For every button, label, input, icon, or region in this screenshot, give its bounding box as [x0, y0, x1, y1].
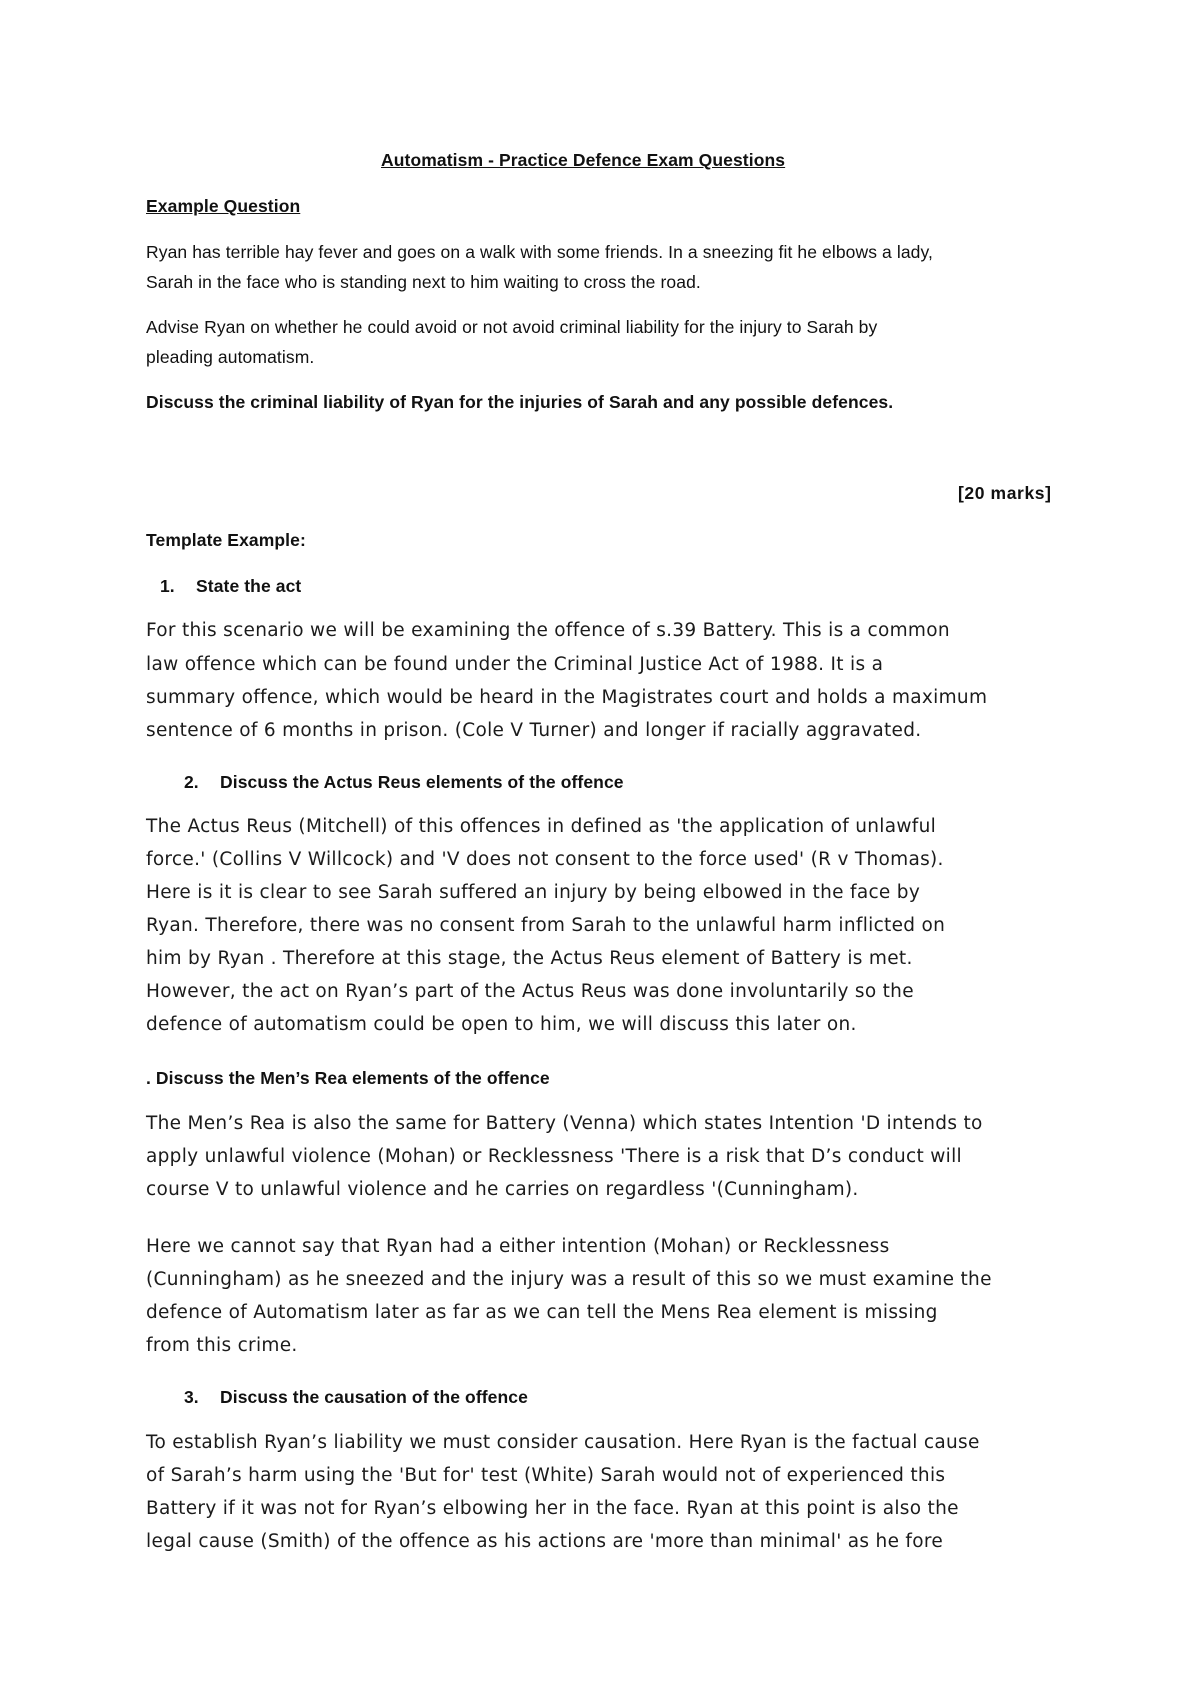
answer-line: For this scenario we will be examining the offence of s.39 Battery. This is a common: [146, 620, 950, 641]
answer-line: course V to unlawful violence and he carries on regardless '(Cunningham).: [146, 1179, 859, 1200]
answer-line: Ryan. Therefore, there was no consent from Sarah to the unlawful harm inflicted on: [146, 915, 946, 936]
answer-line: The Actus Reus (Mitchell) of this offences in defined as 'the application of unlawful: [146, 816, 937, 837]
section-number: 1.: [160, 576, 175, 596]
answer-line: Here we cannot say that Ryan had a either intention (Mohan) or Recklessness: [146, 1236, 890, 1257]
section-heading: . Discuss the Men’s Rea elements of the offence: [146, 1068, 550, 1088]
section-heading: State the act: [196, 576, 302, 596]
answer-line: of Sarah’s harm using the 'But for' test (White) Sarah would not of experienced this: [146, 1465, 946, 1486]
section-number: 2.: [184, 772, 199, 792]
discuss-instruction: Discuss the criminal liability of Ryan for the injuries of Sarah and any possible defences.: [146, 392, 894, 412]
document-title: Automatism - Practice Defence Exam Questions: [381, 150, 786, 170]
section-heading: Discuss the causation of the offence: [220, 1387, 528, 1407]
answer-line: The Men’s Rea is also the same for Battery (Venna) which states Intention 'D intends to: [146, 1113, 983, 1134]
question-line: Sarah in the face who is standing next to him waiting to cross the road.: [146, 272, 701, 292]
answer-line: force.' (Collins V Willcock) and 'V does not consent to the force used' (R v Thomas).: [146, 849, 944, 870]
answer-line: (Cunningham) as he sneezed and the injury was a result of this so we must examine the: [146, 1269, 992, 1290]
answer-line: To establish Ryan’s liability we must consider causation. Here Ryan is the factual cause: [146, 1432, 980, 1453]
advise-line: pleading automatism.: [146, 347, 315, 367]
example-question-heading: Example Question: [146, 196, 301, 216]
template-heading: Template Example:: [146, 530, 306, 550]
answer-line: summary offence, which would be heard in the Magistrates court and holds a maximum: [146, 687, 988, 708]
answer-line: defence of Automatism later as far as we can tell the Mens Rea element is missing: [146, 1302, 938, 1323]
answer-line: legal cause (Smith) of the offence as his actions are 'more than minimal' as he fore: [146, 1531, 944, 1552]
answer-line: law offence which can be found under the Criminal Justice Act of 1988. It is a: [146, 654, 884, 675]
section-number: 3.: [184, 1387, 199, 1407]
answer-line: defence of automatism could be open to him, we will discuss this later on.: [146, 1014, 857, 1035]
answer-line: apply unlawful violence (Mohan) or Recklessness 'There is a risk that D’s conduct will: [146, 1146, 962, 1167]
answer-line: Here is it is clear to see Sarah suffered an injury by being elbowed in the face by: [146, 882, 921, 903]
advise-line: Advise Ryan on whether he could avoid or not avoid criminal liability for the injury to Sarah by: [146, 317, 878, 337]
question-line: Ryan has terrible hay fever and goes on a walk with some friends. In a sneezing fit he elbows a lady,: [146, 242, 934, 262]
answer-line: him by Ryan . Therefore at this stage, the Actus Reus element of Battery is met.: [146, 948, 913, 969]
answer-line: Battery if it was not for Ryan’s elbowing her in the face. Ryan at this point is also the: [146, 1498, 959, 1519]
marks-label: [20 marks]: [958, 483, 1052, 503]
section-heading: Discuss the Actus Reus elements of the offence: [220, 772, 624, 792]
answer-line: from this crime.: [146, 1335, 298, 1356]
answer-line: sentence of 6 months in prison. (Cole V Turner) and longer if racially aggravated.: [146, 720, 922, 741]
answer-line: However, the act on Ryan’s part of the Actus Reus was done involuntarily so the: [146, 981, 914, 1002]
